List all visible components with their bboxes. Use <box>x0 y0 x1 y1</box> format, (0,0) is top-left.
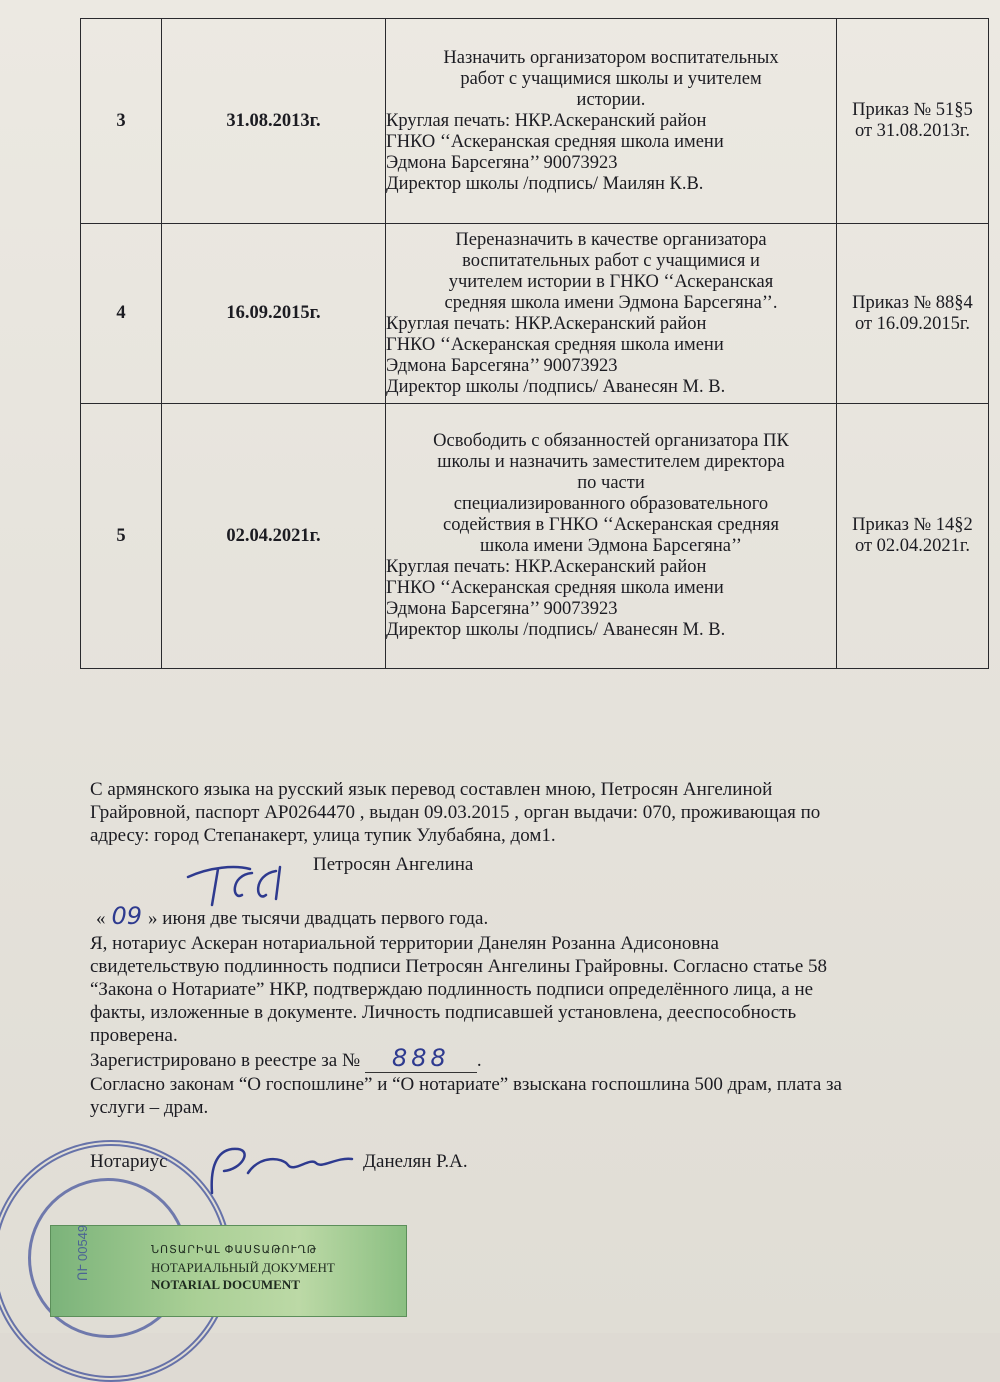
registry-label: Зарегистрировано в реестре за № <box>90 1050 361 1071</box>
label-russian: НОТАРИАЛЬНЫЙ ДОКУМЕНТ <box>151 1260 335 1275</box>
fee-line: услуги – драм. <box>90 1097 209 1118</box>
order-line: Приказ № 14§2 <box>852 515 973 535</box>
order-line: от 02.04.2021г. <box>854 536 971 556</box>
row-date-text: 31.08.2013г. <box>226 110 321 131</box>
label-armenian: ՆՈՏԱՐԻԱԼ ՓԱՍՏԱԹՈՒՂԹ <box>151 1244 318 1256</box>
notary-date-line <box>96 902 976 930</box>
signer-name: Данелян Р.А. <box>363 1151 468 1172</box>
description-line: содействия в ГНКО ‘‘Аскеранская средняя <box>443 515 779 535</box>
stamp-note-line: Круглая печать: НКР.Аскеранский район <box>386 313 707 334</box>
row-order <box>837 404 989 669</box>
description-line: воспитательных работ с учащимися и <box>462 250 760 271</box>
table-row <box>81 404 989 669</box>
translator-line: С армянского языка на русский язык перевод составлен мною, Петросян Ангелиной <box>90 779 773 800</box>
stamp-note-line: ГНКО ‘‘Аскеранская средняя школа имени <box>386 578 724 598</box>
description-line: Переназначить в качестве организатора <box>455 229 767 250</box>
row-number <box>81 404 162 669</box>
notary-line: Я, нотариус Аскеран нотариальной территории Данелян Розанна Адисоновна <box>90 933 719 954</box>
row-number <box>81 19 162 224</box>
description-line: истории. <box>576 89 646 110</box>
row-date <box>162 224 386 404</box>
row-date <box>162 19 386 224</box>
row-description <box>386 404 837 669</box>
translator-signature-icon <box>180 855 310 910</box>
translator-statement <box>90 778 970 847</box>
handwritten-day: 09 <box>111 902 143 930</box>
notary-line: свидетельствую подлинность подписи Петросян Ангелины Грайровны. Согласно статье 58 <box>90 956 828 977</box>
row-number <box>81 224 162 404</box>
order-line: от 16.09.2015г. <box>854 313 971 334</box>
description-line: Назначить организатором воспитательных <box>443 47 779 68</box>
label-serial: ՈՒ 00549 <box>75 1224 91 1282</box>
stamp-note-line: Круглая печать: НКР.Аскеранский район <box>386 110 707 131</box>
row-number-text: 4 <box>116 303 126 323</box>
label-english: NOTARIAL DOCUMENT <box>151 1277 300 1292</box>
stamp-note-line: Эдмона Барсегяна’’ 90073923 <box>386 152 618 173</box>
row-order <box>837 19 989 224</box>
description-line: Освободить с обязанностей организатора ПК <box>433 431 789 451</box>
description-line: работ с учащимися школы и учителем <box>460 68 762 89</box>
table-row <box>81 19 989 224</box>
registry-end: . <box>476 1050 482 1071</box>
order-line: от 31.08.2013г. <box>854 121 971 141</box>
stamp-note-line: Круглая печать: НКР.Аскеранский район <box>386 557 707 577</box>
notary-line: факты, изложенные в документе. Личность подписавшей установлена, дееспособность <box>90 1002 797 1023</box>
stamp-note-line: ГНКО ‘‘Аскеранская средняя школа имени <box>386 131 724 152</box>
stamp-note-line: Директор школы /подпись/ Маилян К.В. <box>386 173 704 194</box>
orders-table <box>80 18 989 669</box>
notarial-document-label <box>50 1225 407 1317</box>
row-date <box>162 404 386 669</box>
notary-statement <box>90 932 970 1119</box>
description-line: учителем истории в ГНКО ‘‘Аскеранская <box>448 271 774 292</box>
quote-open: « <box>96 908 106 929</box>
registry-line <box>90 1044 970 1073</box>
date-rest: » июня две тысячи двадцать первого года. <box>148 908 489 929</box>
notary-line: “Закона о Нотариате” НКР, подтверждаю подлинность подписи определённого лица, а не <box>90 979 814 1000</box>
notary-line: проверена. <box>90 1025 178 1046</box>
description-line: средняя школа имени Эдмона Барсегяна’’. <box>444 292 778 313</box>
row-description <box>386 224 837 404</box>
row-description <box>386 19 837 224</box>
description-line: школа имени Эдмона Барсегяна’’ <box>480 536 742 556</box>
translator-name: Петросян Ангелина <box>313 854 474 875</box>
handwritten-registry-number: 888 <box>391 1044 450 1072</box>
row-date-text: 16.09.2015г. <box>226 303 321 323</box>
fee-line: Согласно законам “О госпошлине” и “О нотариате” взыскана госпошлина 500 драм, плата за <box>90 1074 842 1095</box>
signer-label: Нотариус <box>90 1151 168 1172</box>
stamp-note-line: Эдмона Барсегяна’’ 90073923 <box>386 599 618 619</box>
description-line: специализированного образовательного <box>453 494 769 514</box>
order-line: Приказ № 88§4 <box>852 292 973 313</box>
orders-table-body <box>81 19 989 669</box>
row-date-text: 02.04.2021г. <box>226 525 321 546</box>
description-line: по части <box>577 473 645 493</box>
stamp-note-line: ГНКО ‘‘Аскеранская средняя школа имени <box>386 334 724 355</box>
stamp-note-line: Директор школы /подпись/ Аванесян М. В. <box>386 376 726 397</box>
row-number-text: 5 <box>116 525 126 546</box>
row-order <box>837 224 989 404</box>
description-line: школы и назначить заместителем директора <box>437 452 785 472</box>
row-number-text: 3 <box>116 110 126 131</box>
stamp-note-line: Эдмона Барсегяна’’ 90073923 <box>386 355 618 376</box>
notary-signature-icon <box>190 1135 360 1200</box>
table-row <box>81 224 989 404</box>
translator-line: адресу: город Степанакерт, улица тупик Улубабяна, дом1. <box>90 825 556 846</box>
translator-line: Грайровной, паспорт AP0264470 , выдан 09.03.2015 , орган выдачи: 070, проживающая по <box>90 802 821 823</box>
stamp-note-line: Директор школы /подпись/ Аванесян М. В. <box>386 620 726 640</box>
order-line: Приказ № 51§5 <box>852 100 973 120</box>
